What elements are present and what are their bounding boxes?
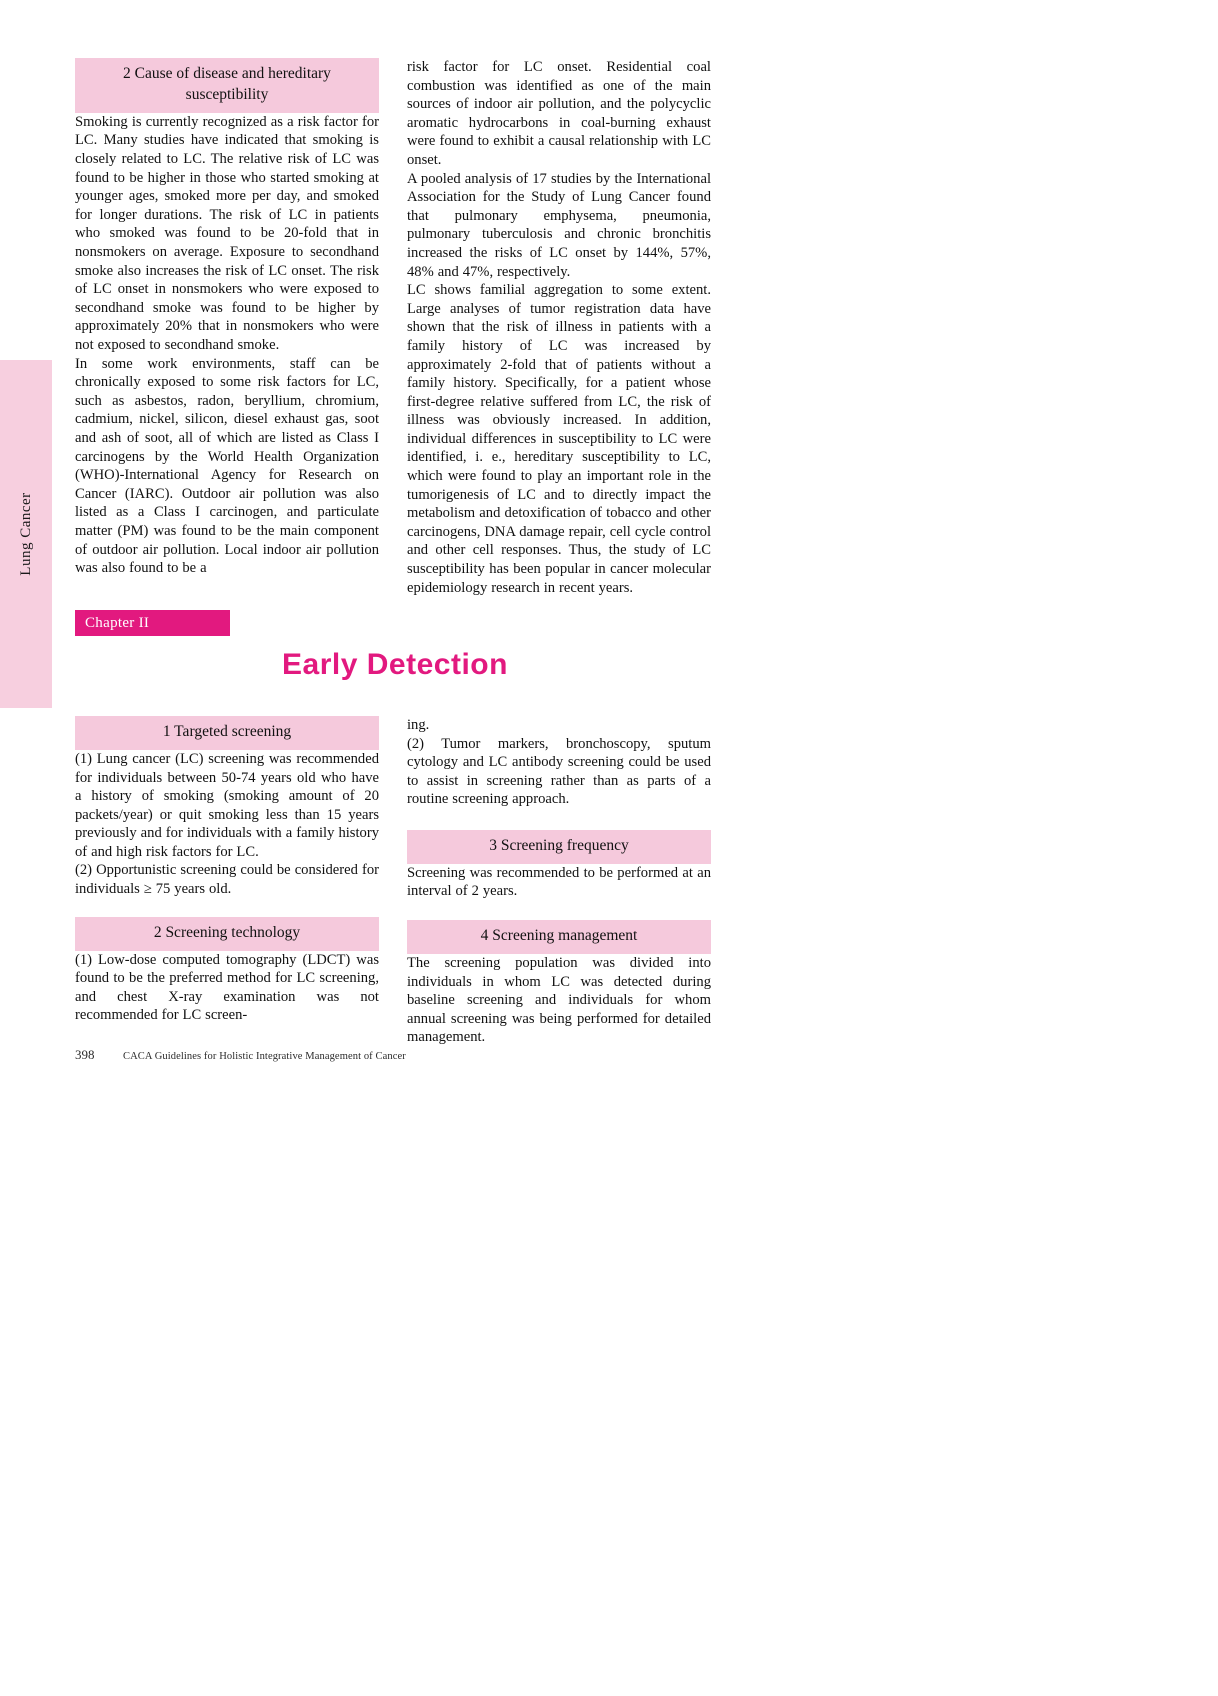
- column-left-bottom: [75, 716, 379, 1025]
- section-heading-screening-management: 4 Screening management: [407, 920, 711, 954]
- paragraph: Smoking is currently recognized as a risk factor for LC. Many studies have indicated that smoking is closely related to LC. The relative risk of LC was found to be higher in those who started smoking at younger ages, smoked more per day, and smoked for longer durations. The risk of LC in patients who smoked was found to be 20-fold that in nonsmokers on average. Exposure to secondhand smoke also increases the risk of LC onset. The risk of LC onset in nonsmokers who were exposed to secondhand smoke was found to be higher by approximately 20% that in nonsmokers who were not exposed to secondhand smoke.: [75, 113, 379, 353]
- column-right-bottom: [407, 716, 711, 1047]
- section-heading-screening-frequency: 3 Screening frequency: [407, 830, 711, 864]
- paragraph: (1) Low-dose computed tomography (LDCT) was found to be the preferred method for LC screening, and chest X-ray examination was not recommended for LC screen-: [75, 951, 379, 1024]
- paragraph: In some work environments, staff can be chronically exposed to some risk factors for LC, such as asbestos, radon, beryllium, chromium, cadmium, nickel, silicon, diesel exhaust gas, soot and ash of soot, all of which are listed as Class I carcinogens by the World Health Organization (WHO)-International Agency for Research on Cancer (IARC). Outdoor air pollution was also listed as a Class I carcinogen, and particulate matter (PM) was found to be the main component of outdoor air pollution. Local indoor air pollution was also found to be a: [75, 355, 379, 577]
- footer-text: CACA Guidelines for Holistic Integrative Management of Cancer: [123, 1051, 406, 1062]
- section-heading-cause-of-disease: 2 Cause of disease and hereditary susceptibility: [75, 58, 379, 113]
- section-heading-screening-technology: 2 Screening technology: [75, 917, 379, 951]
- bottom-two-column-section: [75, 716, 715, 1047]
- side-tab-label: Lung Cancer: [17, 492, 34, 576]
- paragraph: LC shows familial aggregation to some extent. Large analyses of tumor registration data have shown that the risk of illness in patients with a family history of LC was increased by approximately 2-fold that of patients without a family history. Specifically, for a patient whose first-degree relative suffered from LC, the risk of illness was obviously increased. In addition, individual differences in susceptibility to LC were identified, i. e., hereditary susceptibility to LC, which were found to play an important role in the tumorigenesis of LC and to directly impact the metabolism and detoxification of tobacco and other carcinogens, DNA damage repair, cell cycle control and other cell responses. Thus, the study of LC susceptibility has been popular in cancer molecular epidemiology research in recent years.: [407, 282, 711, 596]
- paragraph: Screening was recommended to be performed at an interval of 2 years.: [407, 864, 711, 900]
- page-number: 398: [75, 1047, 95, 1062]
- chapter-banner: Chapter II: [75, 610, 230, 636]
- paragraph: ing.: [407, 717, 430, 733]
- column-right-top: [407, 58, 711, 597]
- top-two-column-section: [75, 58, 715, 597]
- section-heading-targeted-screening: 1 Targeted screening: [75, 716, 379, 750]
- paragraph: (1) Lung cancer (LC) screening was recommended for individuals between 50-74 years old who have a history of smoking (smoking amount of 20 packets/year) or quit smoking less than 15 years previously and for individuals with a family history of and high risk factors for LC.: [75, 750, 379, 860]
- chapter-title: Early Detection: [282, 648, 508, 681]
- paragraph: The screening population was divided into individuals in whom LC was detected during baseline screening and individuals for whom annual screening was being performed for detailed management.: [407, 955, 711, 1046]
- side-tab-lung-cancer: [0, 360, 52, 708]
- paragraph: (2) Tumor markers, bronchoscopy, sputum cytology and LC antibody screening could be used to assist in screening rather than as parts of a routine screening approach.: [407, 735, 711, 808]
- column-left-top: [75, 58, 379, 578]
- paragraph: A pooled analysis of 17 studies by the International Association for the Study of Lung Cancer found that pulmonary emphysema, pneumonia, pulmonary tuberculosis and chronic bronchitis increased the risks of LC onset by 144%, 57%, 48% and 47%, respectively.: [407, 170, 711, 280]
- paragraph: risk factor for LC onset. Residential coal combustion was identified as one of the main sources of indoor air pollution, and the polycyclic aromatic hydrocarbons in coal-burning exhaust were found to exhibit a causal relationship with LC onset.: [407, 59, 711, 168]
- paragraph: (2) Opportunistic screening could be considered for individuals ≥ 75 years old.: [75, 862, 379, 898]
- page-footer: [75, 1047, 775, 1063]
